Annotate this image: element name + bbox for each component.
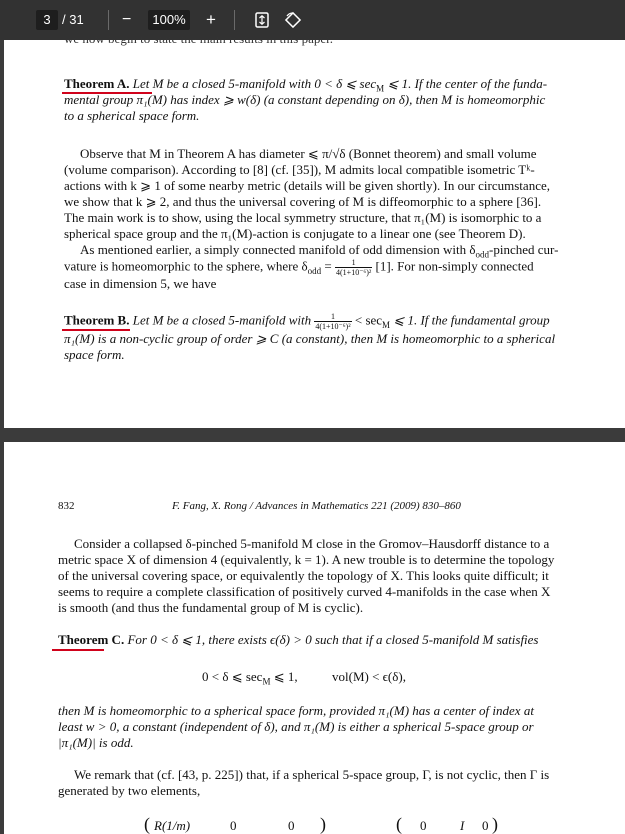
theorem-a-label: Theorem A. [64,76,130,91]
matrix-cell: 0 [420,818,427,833]
fraction: $\frac{1}{\text{4(1+10⁻⁶)²}}$ [315,312,351,331]
display-equation-left: 0 < δ ⩽ $\sec_M$ ⩽ 1, [202,669,298,687]
theorem-b-label: Theorem B. [64,312,130,328]
matrix-bracket: ( [144,814,150,834]
theorem-b-line3: space form. [64,347,125,362]
rotate-icon[interactable] [284,11,302,31]
matrix-cell: 0 [230,818,237,833]
theorem-c-line2: then M is homeomorphic to a spherical space form, provided π₁(M) has a center of index at [58,703,534,718]
paragraph-line: metric space X of dimension 4 (equivalently, k = 1). A new trouble is to determine the topology [58,552,555,567]
paragraph-line: case in dimension 5, we have [64,276,217,291]
toolbar-divider [234,10,235,30]
paragraph-line: we show that k ⩾ 2, and thus the universal covering of M is diffeomorphic to a sphere [36]. [64,194,542,209]
fraction: $\frac{1}{\text{4(1+10⁻⁶)²}}$ [336,258,372,277]
matrix-cell: 0 [482,818,489,833]
paragraph-line: We remark that (cf. [43, p. 225]) that, if a spherical 5-space group, Γ, is not cyclic, then Γ is [74,767,550,782]
page-number-input[interactable]: 3 [36,10,58,30]
paragraph-line: Observe that M in Theorem A has diameter ⩽ π/√δ (Bonnet theorem) and small volume [80,146,537,161]
paragraph-line: spherical space group and the π₁(M)-action is conjugate to a linear one (see Theorem D). [64,226,526,241]
matrix-bracket: ) [492,814,498,834]
matrix-cell: 0 [288,818,295,833]
theorem-c-line3: least w > 0, a constant (independent of δ), and π₁(M) is either a spherical 5-space group or [58,719,534,734]
paragraph-line: actions with k ⩾ 1 of some nearby metric (details will be given shortly). In our circumstance, [64,178,550,193]
paragraph-line: (volume comparison). According to [8] (cf. [35]), M admits local compatible isometric Tᵏ- [64,162,535,177]
theorem-c-line4: |π₁(M)| is odd. [58,735,134,750]
paragraph-line: vature is homeomorphic to the sphere, where $\delta_{odd}$ = $\frac{1}{\text{4(1+10⁻⁶)²}}$ [1]. For non-simply connected [64,258,534,277]
theorem-c-label: Theorem C. [58,632,125,647]
theorem-a-line2: mental group π₁(M) has index ⩾ w(δ) (a constant depending on δ), then M is homeomorphic [64,92,546,107]
theorem-c-line1: Theorem C. For 0 < δ ⩽ 1, there exists ϵ(δ) > 0 such that if a closed 5-manifold M satisfies [58,632,539,647]
red-underline-annotation [52,649,104,651]
clipped-text: we now begin to state the main results in this paper. [64,31,333,46]
page-number: 832 [58,500,75,512]
pdf-page-3 [4,31,625,428]
paragraph-line: is smooth (and thus the fundamental group of M is cyclic). [58,600,364,615]
matrix-bracket: ) [320,814,326,834]
page-total: / 31 [62,12,84,27]
paragraph-line: Consider a collapsed δ-pinched 5-manifold M close in the Gromov–Hausdorff distance to a [74,536,550,551]
matrix-bracket: ( [396,814,402,834]
toolbar-divider [108,10,109,30]
zoom-out-button[interactable]: − [122,11,132,28]
theorem-a-line3: to a spherical space form. [64,108,200,123]
paragraph-line: As mentioned earlier, a simply connected manifold of odd dimension with $\delta_{odd}$-pinched cur- [80,242,559,260]
paragraph-line: seems to require a complete classification of positively curved 4-manifolds in the case when X [58,584,551,599]
zoom-level[interactable]: 100% [148,10,190,30]
matrix-cell: I [460,818,465,833]
running-head: F. Fang, X. Rong / Advances in Mathematics 221 (2009) 830–860 [172,500,461,512]
matrix-cell: R(1/m) [154,818,191,833]
paragraph-line: of the universal covering space, or equivalently the topology of X. This looks quite difficult; it [58,568,549,583]
display-equation-right: vol(M) < ϵ(δ), [332,669,406,684]
theorem-a-line1: Theorem A. Let M be a closed 5-manifold with 0 < δ ⩽ $\sec_M$ ⩽ 1. If the center of the funda- [64,76,548,94]
paragraph-line: generated by two elements, [58,783,201,798]
fit-page-icon[interactable] [255,12,269,32]
paragraph-line: The main work is to show, using the local symmetry structure, that π₁(M) is isomorphic to a [64,210,542,225]
zoom-in-button[interactable]: + [206,10,216,29]
theorem-b-line2: π₁(M) is a non-cyclic group of order ⩾ C (a constant), then M is homeomorphic to a spherical [64,331,556,346]
pdf-page-4 [4,442,625,834]
theorem-b-line1: Theorem B. Let M be a closed 5-manifold with $\frac{1}{\text{4(1+10⁻⁶)²}}$ < $\sec_M$ ⩽ 1. If the fundamental group [64,312,550,331]
